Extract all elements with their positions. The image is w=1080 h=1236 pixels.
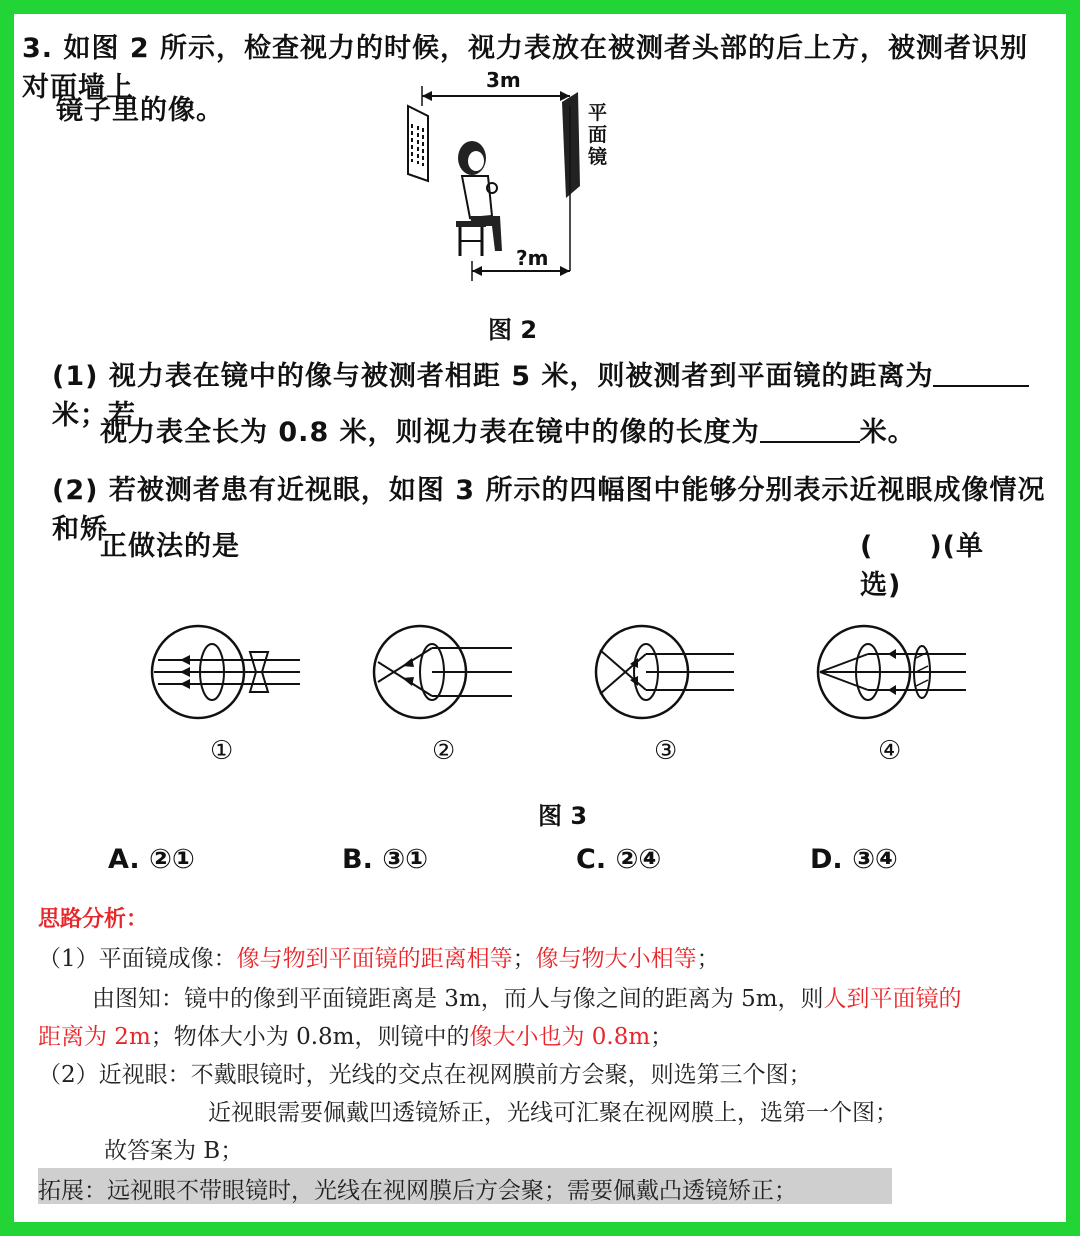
answer-paren: ( )(单选): [860, 531, 985, 601]
part-2-line-2: 正做法的是: [100, 531, 240, 562]
analysis-line-3: 距离为 2m；物体大小为 0.8m，则镜中的像大小也为 0.8m；: [38, 1024, 674, 1050]
distance-unknown-label: ?m: [516, 246, 549, 270]
figure-3-caption: 图 3: [538, 802, 588, 830]
figure-2-caption: 图 2: [488, 316, 538, 344]
figure-3-label-4: ④: [878, 736, 902, 766]
part-1-line-2: 视力表全长为 0.8 米，则视力表在镜中的像的长度为 米。: [100, 417, 916, 448]
part-1-line-1: (1) 视力表在镜中的像与被测者相距 5 米，则被测者到平面镜的距离为米；若: [52, 354, 1062, 432]
figure-3-label-2: ②: [432, 736, 456, 766]
eye-diagram-4: [816, 622, 976, 722]
answer-blank-length[interactable]: [760, 419, 860, 443]
part-2-line-1: (2) 若被测者患有近视眼，如图 3 所示的四幅图中能够分别表示近视眼成像情况和矫: [52, 475, 1046, 545]
analysis-line-6: 故答案为 B；: [104, 1138, 244, 1164]
option-d[interactable]: D. ③④: [810, 844, 898, 875]
analysis-line-2: 由图知：镜中的像到平面镜距离是 3m，而人与像之间的距离为 5m，则人到平面镜的: [92, 986, 962, 1012]
eye-diagram-1: [150, 622, 310, 722]
question-line-2: 镜子里的像。: [56, 95, 224, 126]
analysis-line-5: 近视眼需要佩戴凹透镜矫正，光线可汇聚在视网膜上，选第一个图；: [208, 1100, 898, 1126]
option-b[interactable]: B. ③①: [342, 844, 428, 875]
figure-2-diagram: [400, 66, 630, 286]
eye-diagram-2: [372, 622, 532, 722]
analysis-heading: 思路分析：: [38, 906, 149, 932]
figure-3-label-3: ③: [654, 736, 678, 766]
answer-blank-distance[interactable]: [933, 363, 1029, 387]
mirror-label: 平 面 镜: [588, 102, 608, 168]
analysis-line-1: （1）平面镜成像：像与物到平面镜的距离相等；像与物大小相等；: [38, 946, 720, 972]
eye-diagram-3: [594, 622, 754, 722]
option-a[interactable]: A. ②①: [108, 844, 195, 875]
extension-line: 拓展：远视眼不带眼镜时，光线在视网膜后方会聚；需要佩戴凸透镜矫正；: [38, 1178, 797, 1204]
distance-3m-label: 3m: [486, 68, 521, 92]
question-line-1: 3. 如图 2 所示，检查视力的时候，视力表放在被测者头部的后上方，被测者识别对面墙上: [22, 33, 1029, 103]
option-c[interactable]: C. ②④: [576, 844, 662, 875]
analysis-line-4: （2）近视眼：不戴眼镜时，光线的交点在视网膜前方会聚，则选第三个图；: [38, 1062, 812, 1088]
figure-3-label-1: ①: [210, 736, 234, 766]
